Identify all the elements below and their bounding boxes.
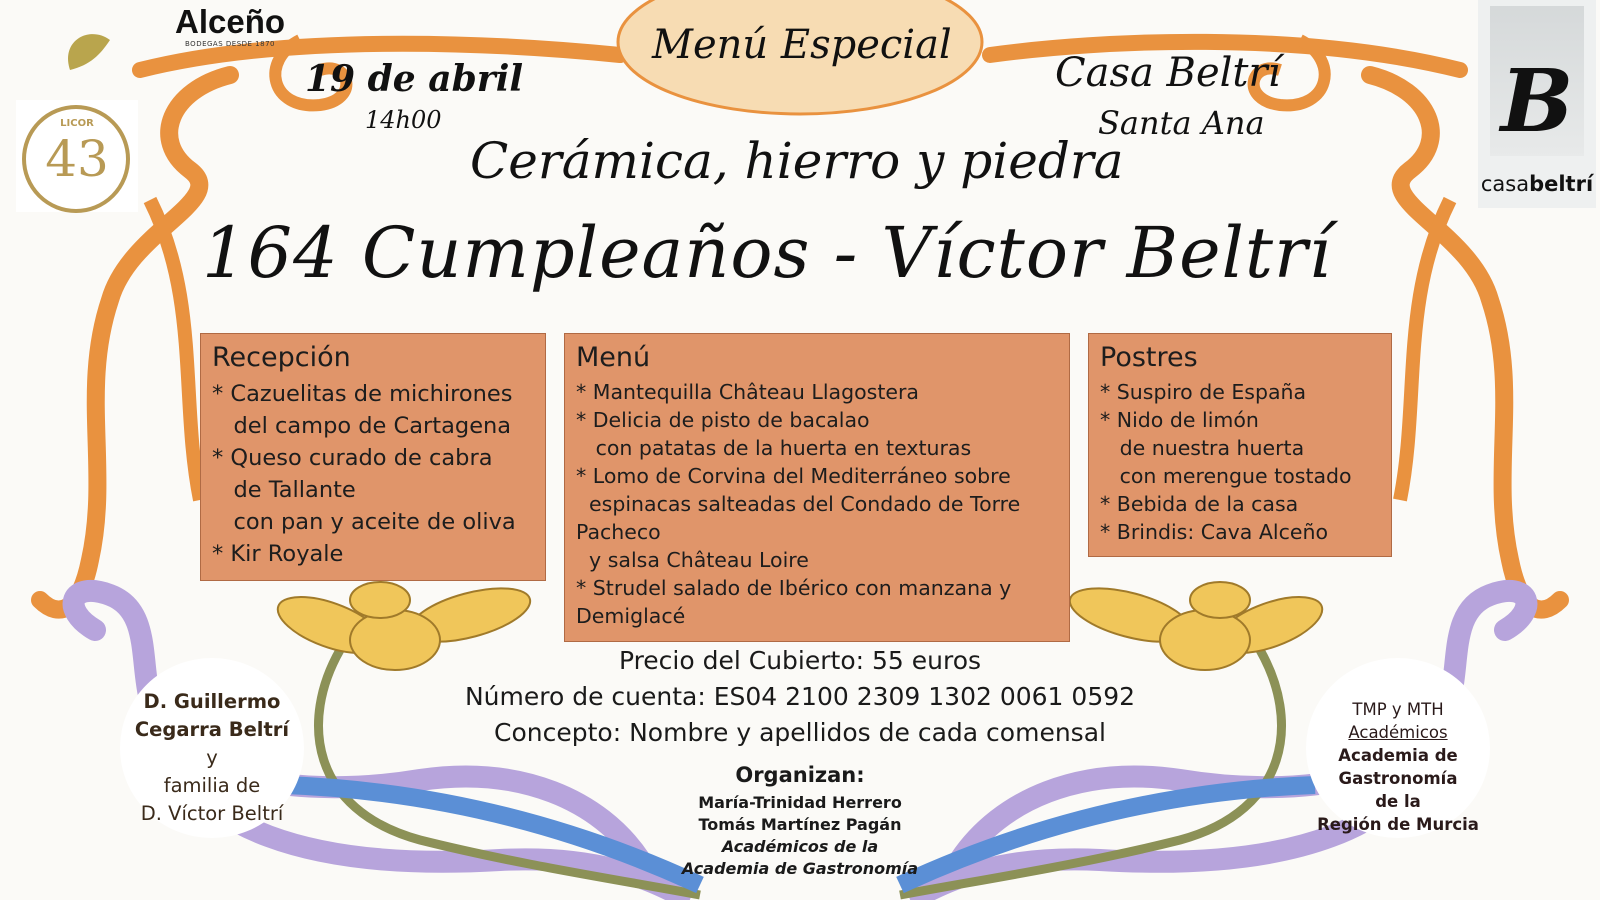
recepcion-item: * Kir Royale	[212, 541, 344, 567]
menu-item: * Strudel salado de Ibérico con manzana y Demiglacé	[576, 576, 1012, 628]
casabeltri-letter: B	[1500, 51, 1574, 152]
price-line: Precio del Cubierto: 55 euros	[618, 646, 982, 675]
casabeltri-text	[1478, 172, 1596, 196]
postres-box	[1088, 333, 1392, 557]
alceno-logo-tagline: BODEGAS DESDE 1870	[185, 40, 275, 48]
alceno-logo-name: Alceño	[174, 3, 286, 40]
venue-name: Casa Beltrí	[1055, 50, 1281, 96]
right-host	[1298, 698, 1498, 836]
postres-item: * Bebida de la casa	[1100, 492, 1299, 516]
concept-line: Concepto: Nombre y apellidos de cada comensal	[494, 718, 1106, 747]
alceno-logo	[165, 4, 295, 48]
left-host-name: Cegarra Beltrí	[134, 718, 290, 741]
event-title: 164 Cumpleaños - Víctor Beltrí	[202, 212, 1332, 294]
right-host-line: TMP y MTH	[1352, 700, 1444, 719]
account-number: Número de cuenta: ES04 2100 2309 1302 0061 0592	[464, 682, 1136, 711]
flower-left	[271, 578, 536, 670]
left-host	[112, 688, 312, 828]
organizer-name: María-Trinidad Herrero	[698, 793, 902, 812]
right-host-line: Academia de	[1338, 746, 1458, 765]
postres-item: * Brindis: Cava Alceño	[1100, 520, 1328, 544]
postres-heading: Postres	[1100, 342, 1198, 373]
organizer-name: Tomás Martínez Pagán	[698, 815, 902, 834]
recepcion-item: * Queso curado de cabra de Tallante con pan y aceite de oliva	[212, 445, 516, 535]
licor43-logo	[16, 100, 138, 212]
licor43-number: 43	[45, 130, 109, 188]
left-host-conj: y	[206, 746, 218, 769]
casabeltri-text-light: casa	[1480, 172, 1530, 196]
postres-item: * Suspiro de España	[1100, 380, 1307, 404]
event-subtitle: Cerámica, hierro y piedra	[470, 132, 1124, 190]
licor43-small-text: LICOR	[60, 118, 94, 129]
right-host-line: Académicos	[1348, 723, 1448, 742]
left-host-family: D. Víctor Beltrí	[140, 802, 284, 825]
menu-box	[564, 333, 1070, 642]
right-host-line: de la	[1375, 792, 1421, 811]
event-time: 14h00	[365, 106, 442, 134]
event-date: 19 de abril	[305, 58, 524, 100]
organizers-heading: Organizan:	[735, 763, 865, 787]
flower-right	[1064, 578, 1329, 670]
casabeltri-logo	[1478, 0, 1596, 208]
organizer-role: Académicos de la	[721, 837, 879, 856]
right-host-line: Región de Murcia	[1317, 815, 1479, 834]
organizer-role: Academia de Gastronomía	[681, 859, 919, 878]
postres-item: * Nido de limón de nuestra huerta con merengue tostado	[1100, 408, 1352, 488]
venue-location: Santa Ana	[1098, 104, 1265, 142]
left-host-name: D. Guillermo	[143, 690, 281, 713]
left-host-family: familia de	[163, 774, 261, 797]
menu-item: * Lomo de Corvina del Mediterráneo sobre espinacas salteadas del Condado de Torre Pacheco y salsa Château Loire	[576, 464, 1021, 572]
menu-heading: Menú	[576, 342, 651, 373]
right-host-line: Gastronomía	[1338, 769, 1458, 788]
casabeltri-text-bold: beltrí	[1529, 172, 1594, 196]
recepcion-heading: Recepción	[212, 342, 351, 373]
menu-item: * Delicia de pisto de bacalao con patatas de la huerta en texturas	[576, 408, 972, 460]
menu-item: * Mantequilla Château Llagostera	[576, 380, 919, 404]
menu-badge: Menú Especial	[652, 22, 952, 68]
recepcion-item: * Cazuelitas de michirones del campo de Cartagena	[212, 381, 513, 439]
leaf-top-left	[68, 34, 110, 70]
recepcion-box	[200, 333, 546, 581]
